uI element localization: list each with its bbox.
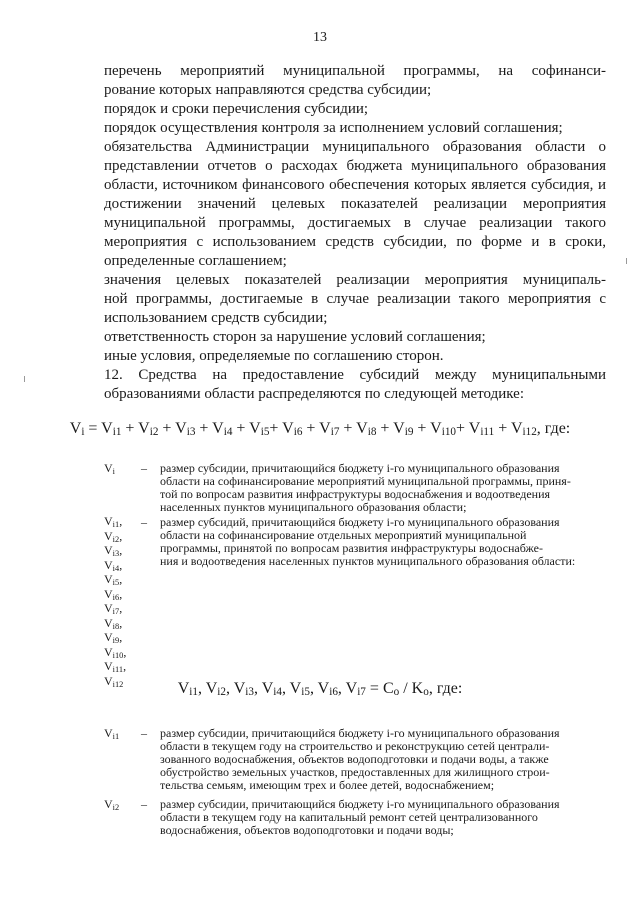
symbol-item: $V_{i1}$, bbox=[104, 514, 123, 529]
formula-text: + V bbox=[413, 420, 442, 437]
paragraph-clause-12 bbox=[104, 366, 606, 404]
text-line: муниципальной программы, достигаемых в случае реализации такого bbox=[104, 215, 606, 231]
formula-subscript: i7 bbox=[330, 426, 340, 438]
scan-mark bbox=[24, 376, 25, 382]
text-line: обязательства Администрации муниципального образования области о bbox=[104, 139, 606, 155]
page-number: 13 bbox=[313, 30, 327, 45]
formula-subscript: o bbox=[423, 686, 429, 698]
formula-subscript: i9 bbox=[404, 426, 414, 438]
formula-subscript: i8 bbox=[367, 426, 377, 438]
formula-text: V bbox=[205, 680, 218, 697]
text-line: значения целевых показателей реализации мероприятия муниципаль- bbox=[104, 272, 606, 288]
formula-text: + V bbox=[456, 420, 481, 437]
symbol-item: $V_{i4}$, bbox=[104, 557, 123, 573]
formula-subscript: i1 bbox=[189, 686, 198, 698]
formula-subscript: i2 bbox=[149, 426, 159, 438]
formula-text: V bbox=[317, 680, 330, 697]
text-line: порядок осуществления контроля за исполнением условий соглашения; bbox=[104, 120, 563, 136]
formula-subscript: i11 bbox=[480, 426, 495, 438]
formula-text: + V bbox=[376, 420, 405, 437]
text-line: области, источником финансового обеспечения которых является субсидия, и bbox=[104, 177, 606, 193]
symbol-item: $V_{i5}$, bbox=[104, 572, 123, 587]
formula-text: V bbox=[261, 680, 274, 697]
formula-text: , где: bbox=[536, 420, 571, 437]
text-line: порядок и сроки перечисления субсидии; bbox=[104, 101, 369, 117]
formula-subscript: i12 bbox=[522, 426, 537, 438]
formula-text: / bbox=[399, 680, 412, 697]
formula-text: = V bbox=[84, 420, 113, 437]
formula-text: = bbox=[365, 680, 383, 697]
formula-text: , bbox=[253, 680, 262, 697]
text-line: перечень мероприятий муниципальной программы, на софинанси- bbox=[104, 63, 606, 79]
text-line: представлении отчетов о расходах бюджета муниципального образования bbox=[104, 158, 606, 174]
formula-text: , bbox=[309, 680, 318, 697]
formula-text: + V bbox=[339, 420, 368, 437]
paragraph-responsibility bbox=[104, 328, 606, 347]
symbol-item: $V_{i10}$, bbox=[104, 644, 127, 660]
formula-text: , bbox=[337, 680, 346, 697]
text-line: образованиями области распределяются по следующей методике: bbox=[104, 386, 524, 402]
definition-dash: – bbox=[141, 461, 147, 475]
text-line: ответственность сторон за нарушение условий соглашения; bbox=[104, 329, 486, 345]
symbol-item: $V_{i6}$, bbox=[104, 586, 123, 602]
formula-text: + V bbox=[494, 420, 523, 437]
formula-subscript: i4 bbox=[223, 426, 233, 438]
paragraph-other-conditions bbox=[104, 347, 606, 366]
symbol-item: $V_{i9}$, bbox=[104, 630, 123, 645]
formula-text: , bbox=[225, 680, 234, 697]
text-line: иные условия, определяемые по соглашению сторон. bbox=[104, 348, 444, 364]
formula-subscript: i6 bbox=[293, 426, 303, 438]
text-line: ной программы, достигаемые в случае реализации такого мероприятия с bbox=[104, 291, 606, 307]
formula-subscript: i4 bbox=[273, 686, 282, 698]
formula-text: + V bbox=[269, 420, 294, 437]
formula-subscript: i5 bbox=[260, 426, 270, 438]
symbol-list-vi1-vi12 bbox=[104, 516, 126, 690]
definition-dash: – bbox=[141, 726, 147, 740]
formula-text: K bbox=[411, 680, 424, 697]
text-line: использованием средств субсидии; bbox=[104, 310, 328, 326]
definition-symbol: $V_{i1}$ bbox=[104, 726, 120, 741]
symbol-item: $V_{i12}$ bbox=[104, 673, 124, 689]
text-line: мероприятия с использованием средств субсидии, по форме и в сроки, bbox=[104, 234, 606, 250]
formula-text: + V bbox=[302, 420, 331, 437]
formula-text: + V bbox=[195, 420, 224, 437]
formula-subscript: i3 bbox=[245, 686, 254, 698]
text-line: определенные соглашением; bbox=[104, 253, 287, 269]
symbol-item: $V_{i2}$, bbox=[104, 528, 123, 544]
formula-subscript: i5 bbox=[301, 686, 310, 698]
definition-symbol: $V_{i2}$ bbox=[104, 797, 120, 812]
formula-subscript: o bbox=[393, 686, 400, 698]
formula-subscript: i2 bbox=[217, 686, 226, 698]
paragraph-program-list bbox=[104, 62, 606, 100]
paragraph-target-indicators bbox=[104, 271, 606, 328]
formula-vi1-vi7 bbox=[0, 680, 640, 698]
formula-subscript: i bbox=[81, 426, 85, 438]
formula-text: C bbox=[382, 680, 394, 697]
definition-text: размер субсидии, причитающийся бюджету i-го муниципального образования области на софинансирование мероприятий муниципальной программы, приня- той по вопросам развития инфраструктуры водоснабжения и водоотведения населенных пунктов муниципального образования области; bbox=[160, 461, 571, 514]
formula-text: + V bbox=[121, 420, 150, 437]
definition-text: размер субсидии, причитающийся бюджету i-го муниципального образования области в текущем году на строительство и реконструкцию сетей централи- зованного водоснабжения, объектов водоподготовки и подачи воды, а также обустройство земельных участков, предоставленных для жилищного строи- тельства семьям, имеющим трех и более детей, водоснабжением; bbox=[160, 726, 560, 792]
formula-text: + V bbox=[158, 420, 187, 437]
symbol-item: $V_{i8}$, bbox=[104, 615, 123, 631]
formula-text: , bbox=[281, 680, 290, 697]
symbol-item: $V_{i11}$, bbox=[104, 659, 127, 674]
formula-text: V bbox=[177, 680, 190, 697]
text-line: достижении значений целевых показателей реализации мероприятия bbox=[104, 196, 606, 212]
formula-subscript: i1 bbox=[112, 426, 122, 438]
definition-dash: – bbox=[141, 797, 147, 811]
formula-text: V bbox=[233, 680, 246, 697]
formula-text: , где: bbox=[428, 680, 463, 697]
text-line: 12. Средства на предоставление субсидий между муниципальными bbox=[104, 367, 606, 383]
formula-text: V bbox=[345, 680, 358, 697]
scan-mark bbox=[626, 258, 627, 264]
formula-text: V bbox=[69, 420, 82, 437]
paragraph-transfer-terms bbox=[104, 100, 606, 119]
definition-text: размер субсидии, причитающийся бюджету i-го муниципального образования области в текущем году на капитальный ремонт сетей централизованного водоснабжения, объектов водоподготовки и подачи воды; bbox=[160, 797, 560, 837]
symbol-item: $V_{i7}$, bbox=[104, 601, 123, 616]
text-line: рование которых направляются средства субсидии; bbox=[104, 82, 432, 98]
formula-subscript: i6 bbox=[329, 686, 338, 698]
formula-subscript: i10 bbox=[441, 426, 457, 438]
paragraph-control-procedure bbox=[104, 119, 606, 138]
definition-text: размер субсидий, причитающийся бюджету i-го муниципального образования области на софинансирование отдельных мероприятий муниципальной программы, принятой по вопросам развития инфраструктуры водоснабже- ния и водоотведения населенных пунктов муниципального образования области: bbox=[160, 515, 576, 568]
formula-text: , bbox=[198, 680, 206, 697]
formula-text: V bbox=[289, 680, 302, 697]
paragraph-reporting-obligations bbox=[104, 138, 606, 271]
formula-text: + V bbox=[232, 420, 261, 437]
definition-symbol: $V_i$ bbox=[104, 461, 115, 476]
formula-subscript: i7 bbox=[357, 686, 366, 698]
formula-subscript: i3 bbox=[186, 426, 196, 438]
symbol-item: $V_{i3}$, bbox=[104, 543, 123, 558]
formula-total-subsidy bbox=[0, 420, 640, 438]
definition-dash: – bbox=[141, 515, 147, 529]
